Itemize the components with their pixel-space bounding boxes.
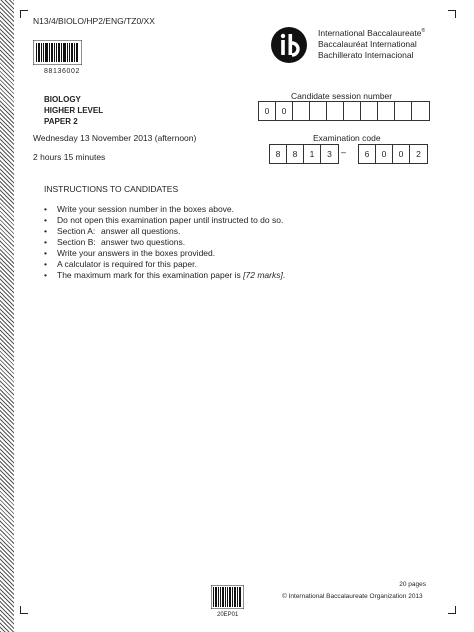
paper-number: PAPER 2 [44, 117, 78, 126]
crop-mark-top-right [448, 10, 456, 18]
exam-code-boxes-part2 [358, 144, 428, 164]
crop-mark-bottom-left [20, 606, 28, 614]
instruction-item: • Section B: answer two questions. [44, 237, 186, 247]
exam-code-digit: 1 [304, 145, 321, 163]
exam-code-digit: 8 [287, 145, 304, 163]
exam-date: Wednesday 13 November 2013 (afternoon) [33, 133, 197, 143]
exam-code-label: Examination code [313, 133, 381, 143]
page-count: 20 pages [399, 581, 426, 588]
copyright-notice: © International Baccalaureate Organization 2013 [282, 593, 423, 600]
ib-wordmark-en: International Baccalaureate® [318, 27, 426, 38]
exam-code-digit: 2 [416, 149, 421, 159]
ib-wordmark [318, 26, 425, 61]
session-digit-box[interactable] [378, 102, 395, 120]
subject-block [44, 94, 103, 127]
ib-wordmark-fr: Baccalauréat International [318, 38, 417, 49]
session-digit-box[interactable] [395, 102, 412, 120]
instruction-item: • Do not open this examination paper until instructed to do so. [44, 215, 284, 225]
exam-code-digit: 0 [376, 145, 393, 163]
session-number-label: Candidate session number [291, 91, 393, 101]
exam-code-digit: 8 [270, 145, 287, 163]
session-digit-box[interactable]: 0 [259, 102, 276, 120]
exam-code-digit: 0 [393, 145, 410, 163]
exam-code-separator: – [341, 147, 347, 157]
instruction-item: • A calculator is required for this paper. [44, 259, 197, 269]
session-digit-box[interactable] [327, 102, 344, 120]
barcode-top [33, 40, 82, 65]
exam-code-digit: 6 [359, 145, 376, 163]
instructions-list [44, 204, 285, 281]
session-digit-box[interactable] [344, 102, 361, 120]
crop-mark-top-left [20, 10, 28, 18]
session-digit-box[interactable] [361, 102, 378, 120]
crop-mark-bottom-right [448, 606, 456, 614]
session-digit-box[interactable] [310, 102, 327, 120]
subject-name: BIOLOGY [44, 95, 81, 104]
session-digit-box[interactable] [293, 102, 310, 120]
barcode-bottom-label: 20EP01 [217, 612, 239, 618]
instruction-item: • The maximum mark for this examination paper is [72 marks] . [44, 270, 286, 280]
instructions-title: INSTRUCTIONS TO CANDIDATES [44, 184, 179, 194]
max-marks-value: [72 marks] [243, 270, 283, 280]
instruction-item: • Write your answers in the boxes provided. [44, 248, 216, 258]
instruction-item: • Section A: answer all questions. [44, 226, 181, 236]
paper-reference-code: N13/4/BIOLO/HP2/ENG/TZ0/XX [33, 16, 155, 26]
session-digit-box[interactable]: 0 [276, 102, 293, 120]
page-edge-hatching [0, 0, 14, 632]
trademark-mark: ® [421, 28, 426, 34]
ib-wordmark-es: Bachillerato Internacional [318, 49, 414, 60]
session-digit-box[interactable] [412, 102, 429, 120]
ib-logo [271, 27, 307, 63]
exam-code-digit: 3 [327, 149, 332, 159]
exam-code-boxes-part1 [269, 144, 339, 164]
exam-duration: 2 hours 15 minutes [33, 152, 106, 162]
session-number-boxes[interactable] [258, 101, 430, 121]
barcode-number: 88136002 [44, 68, 80, 75]
barcode-bottom [211, 585, 244, 609]
instruction-item: • Write your session number in the boxes above. [44, 204, 235, 214]
subject-level: HIGHER LEVEL [44, 106, 104, 115]
